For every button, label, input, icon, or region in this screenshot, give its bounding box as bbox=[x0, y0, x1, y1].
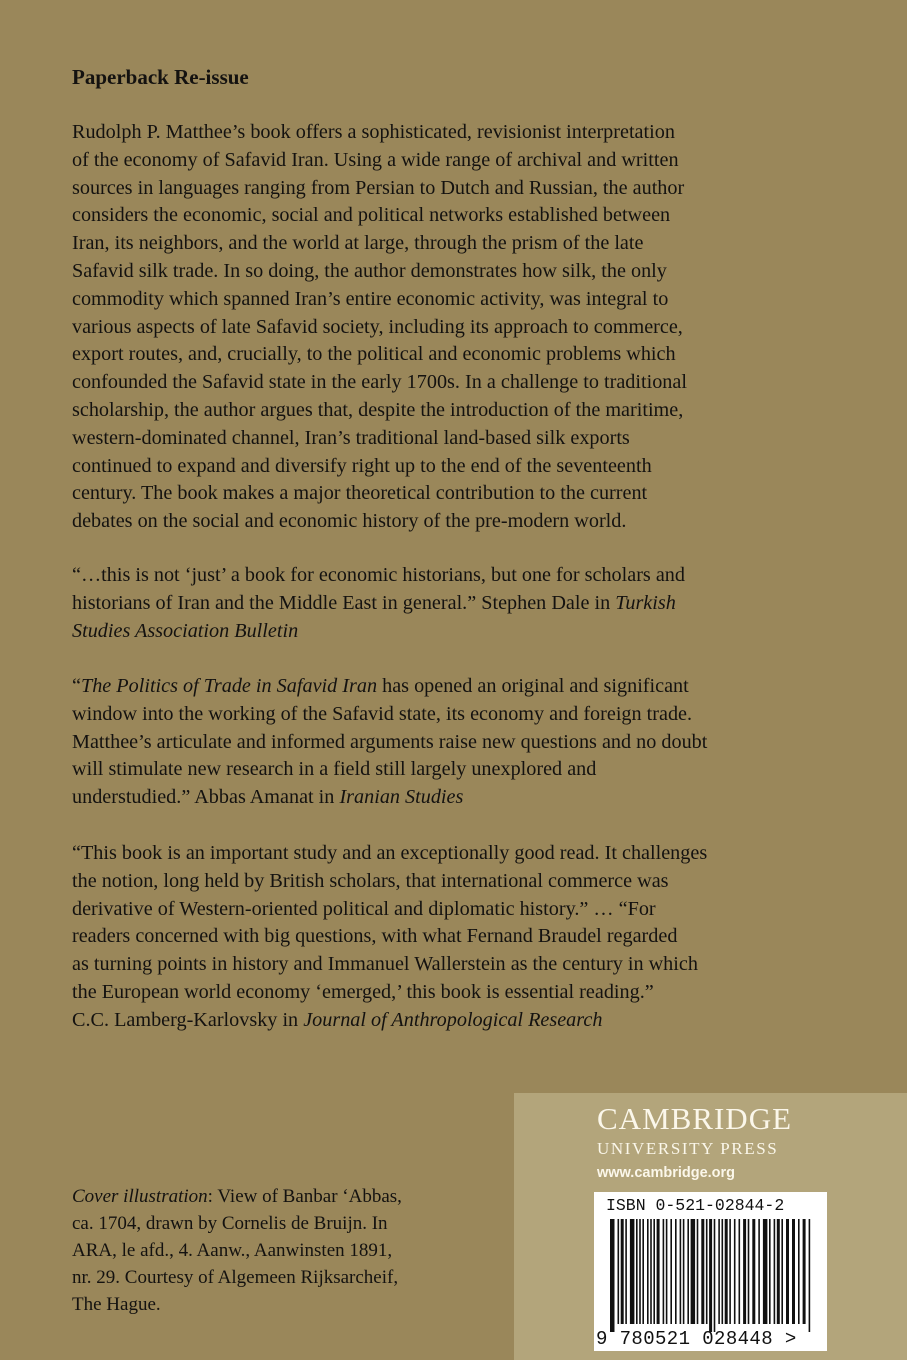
barcode-bar bbox=[670, 1219, 672, 1324]
barcode-bar bbox=[636, 1219, 638, 1324]
review-line: as turning points in history and Immanuel Wallerstein as the century in which bbox=[72, 953, 698, 976]
description-line: of the economy of Safavid Iran. Using a wide range of archival and written bbox=[72, 148, 679, 171]
caption-line: nr. 29. Courtesy of Algemeen Rijksarcheif, bbox=[72, 1267, 399, 1288]
barcode-bar bbox=[734, 1219, 736, 1324]
barcode-bar bbox=[803, 1219, 806, 1324]
description-line: Rudolph P. Matthee’s book offers a sophisticated, revisionist interpretation bbox=[72, 121, 675, 143]
barcode-bar bbox=[774, 1219, 776, 1324]
caption-line: ca. 1704, drawn by Cornelis de Bruijn. In bbox=[72, 1213, 388, 1234]
barcode-bar bbox=[792, 1219, 795, 1324]
description-line: sources in languages ranging from Persian to Dutch and Russian, the author bbox=[72, 176, 685, 199]
barcode-bar bbox=[630, 1219, 635, 1324]
caption-line: Cover illustration: View of Banbar ‘Abbas, bbox=[72, 1186, 402, 1207]
publisher-logo-name: CAMBRIDGE bbox=[597, 1101, 793, 1136]
publisher-url: www.cambridge.org bbox=[597, 1165, 736, 1181]
description-line: commodity which spanned Iran’s entire economic activity, was integral to bbox=[72, 287, 669, 310]
barcode-bar bbox=[781, 1219, 783, 1324]
review-line: historians of Iran and the Middle East in general.” Stephen Dale in Turkish bbox=[72, 591, 676, 614]
barcode-bar bbox=[743, 1219, 746, 1324]
review-line: understudied.” Abbas Amanat in Iranian Studies bbox=[72, 786, 464, 809]
barcode-bar bbox=[657, 1219, 660, 1324]
barcode-bar bbox=[701, 1219, 704, 1324]
description-line: western-dominated channel, Iran’s traditional land-based silk exports bbox=[72, 426, 630, 449]
isbn-barcode bbox=[594, 1192, 827, 1351]
barcode-bar bbox=[666, 1219, 668, 1324]
barcode-bar bbox=[758, 1219, 760, 1324]
description-line: considers the economic, social and political networks established between bbox=[72, 204, 671, 227]
review-line: the notion, long held by British scholars, that international commerce was bbox=[72, 869, 669, 892]
barcode-bar bbox=[718, 1219, 720, 1324]
barcode-bar bbox=[786, 1219, 789, 1324]
review-line: the European world economy ‘emerged,’ this book is essential reading.” bbox=[72, 980, 654, 1003]
review-line: will stimulate new research in a field still largely unexplored and bbox=[72, 758, 597, 781]
barcode-bar bbox=[618, 1219, 620, 1324]
description-line: Safavid silk trade. In so doing, the author demonstrates how silk, the only bbox=[72, 259, 667, 282]
description-line: export routes, and, crucially, to the political and economic problems which bbox=[72, 343, 676, 366]
barcode-bar bbox=[621, 1219, 624, 1324]
description-line: confounded the Safavid state in the early 1700s. In a challenge to traditional bbox=[72, 371, 687, 394]
review-quote-lamberg-karlovsky bbox=[72, 840, 842, 1035]
barcode-bar bbox=[725, 1219, 728, 1324]
review-line: window into the working of the Safavid state, its economy and foreign trade. bbox=[72, 702, 693, 725]
barcode-bar bbox=[739, 1219, 741, 1324]
caption-line: ARA, le afd., 4. Aanw., Aanwinsten 1891, bbox=[72, 1240, 393, 1261]
review-line: C.C. Lamberg-Karlovsky in Journal of Anthropological Research bbox=[72, 1008, 603, 1031]
barcode-bar bbox=[639, 1219, 641, 1324]
barcode-bar bbox=[642, 1219, 644, 1324]
barcode-bar bbox=[714, 1219, 716, 1332]
barcode-bar bbox=[777, 1219, 780, 1324]
description-line: debates on the social and economic history of the pre-modern world. bbox=[72, 510, 627, 533]
barcode-bar bbox=[650, 1219, 652, 1324]
barcode-bar bbox=[809, 1219, 811, 1332]
barcode-bar bbox=[769, 1219, 771, 1324]
book-description bbox=[72, 119, 842, 536]
barcode-bar bbox=[680, 1219, 682, 1324]
description-line: Iran, its neighbors, and the world at large, through the prism of the late bbox=[72, 232, 644, 255]
barcode-bar bbox=[610, 1219, 615, 1332]
review-quote-amanat bbox=[72, 673, 842, 812]
barcode-digits: 9 780521 028448 > bbox=[596, 1328, 797, 1350]
barcode-bar bbox=[683, 1219, 685, 1324]
barcode-bar bbox=[647, 1219, 649, 1324]
review-line: “The Politics of Trade in Safavid Iran has opened an original and significant bbox=[72, 675, 689, 697]
barcode-bar bbox=[663, 1219, 665, 1324]
review-line: “…this is not ‘just’ a book for economic historians, but one for scholars and bbox=[72, 564, 685, 586]
caption-line: The Hague. bbox=[72, 1294, 161, 1315]
barcode-bar bbox=[722, 1219, 724, 1324]
publisher-panel bbox=[514, 1093, 907, 1360]
description-line: scholarship, the author argues that, despite the introduction of the maritime, bbox=[72, 398, 684, 421]
cover-illustration-caption bbox=[72, 1183, 402, 1318]
review-quote-dale bbox=[72, 562, 842, 645]
barcode-bar bbox=[687, 1219, 689, 1324]
barcode-bar bbox=[691, 1219, 696, 1324]
barcode-bar bbox=[675, 1219, 677, 1324]
barcode-bar bbox=[763, 1219, 768, 1324]
barcode-bar bbox=[706, 1219, 708, 1324]
review-line: readers concerned with big questions, with what Fernand Braudel regarded bbox=[72, 925, 678, 948]
review-line: Matthee’s articulate and informed arguments raise new questions and no doubt bbox=[72, 730, 708, 753]
section-heading: Paperback Re-issue bbox=[72, 65, 249, 89]
description-line: various aspects of late Safavid society, including its approach to commerce, bbox=[72, 315, 683, 338]
review-line: derivative of Western-oriented political and diplomatic history.” … “For bbox=[72, 897, 656, 920]
review-line: “This book is an important study and an exceptionally good read. It challenges bbox=[72, 842, 708, 864]
description-line: century. The book makes a major theoretical contribution to the current bbox=[72, 482, 648, 505]
barcode-bar bbox=[752, 1219, 755, 1324]
barcode-bar bbox=[798, 1219, 800, 1324]
barcode-bar bbox=[697, 1219, 699, 1324]
description-line: continued to expand and diversify right up to the end of the seventeenth bbox=[72, 454, 652, 477]
review-line: Studies Association Bulletin bbox=[72, 619, 299, 642]
publisher-logo-subtitle: UNIVERSITY PRESS bbox=[597, 1139, 779, 1158]
isbn-label: ISBN 0-521-02844-2 bbox=[606, 1196, 785, 1215]
barcode-bar bbox=[729, 1219, 731, 1324]
barcode-bar bbox=[709, 1219, 712, 1332]
barcode-bar bbox=[653, 1219, 655, 1324]
barcode-bar bbox=[748, 1219, 750, 1324]
barcode-bar bbox=[625, 1219, 627, 1324]
